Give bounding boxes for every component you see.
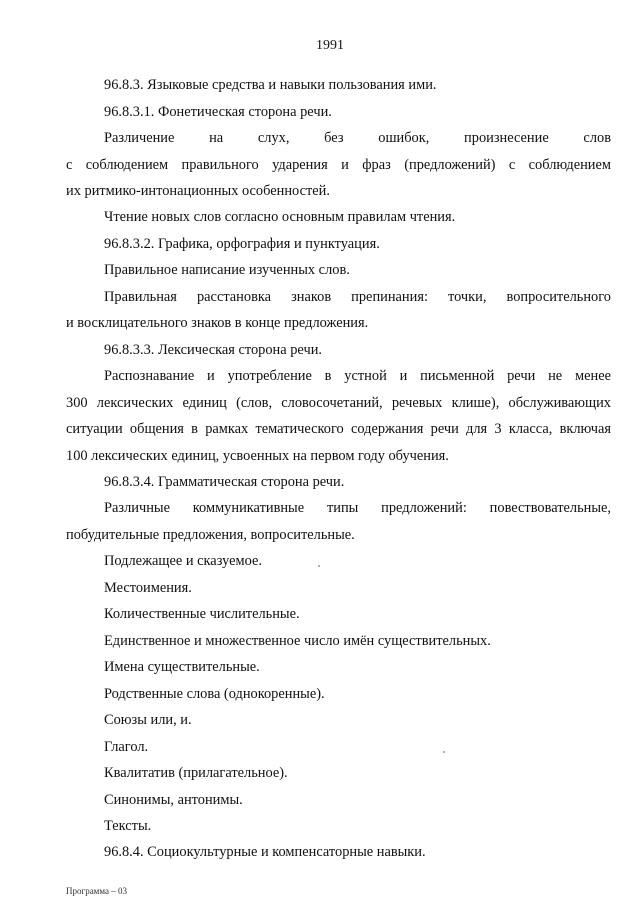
paragraph-line: Распознавание и употребление в устной и письменной речи не менее (104, 368, 611, 384)
subsection-heading-graphics: 96.8.3.2. Графика, орфография и пунктуация. (104, 236, 380, 252)
paragraph-line: 300 лексических единиц (слов, словосочетаний, речевых клише), обслуживающих (66, 395, 611, 411)
paragraph-line: Чтение новых слов согласно основным правилам чтения. (104, 209, 456, 225)
list-item: Тексты. (104, 818, 152, 834)
list-item: Количественные числительные. (104, 606, 300, 622)
page-footer: Программа – 03 (66, 886, 128, 896)
paragraph-line: и восклицательного знаков в конце предложения. (66, 315, 369, 331)
paragraph-line: ситуации общения в рамках тематического содержания речи для 3 класса, включая (66, 421, 611, 437)
paragraph-line: Правильная расстановка знаков препинания: точки, вопросительного (104, 289, 611, 305)
section-heading-96-8-3: 96.8.3. Языковые средства и навыки пользования ими. (104, 77, 437, 93)
paragraph-line: Различные коммуникативные типы предложений: повествовательные, (104, 500, 611, 516)
paragraph-line: побудительные предложения, вопросительные. (66, 527, 355, 543)
subsection-heading-grammar: 96.8.3.4. Грамматическая сторона речи. (104, 474, 345, 490)
list-item: Родственные слова (однокоренные). (104, 686, 325, 702)
subsection-heading-phonetics: 96.8.3.1. Фонетическая сторона речи. (104, 104, 332, 120)
list-item: Единственное и множественное число имён существительных. (104, 633, 491, 649)
list-item: Имена существительные. (104, 659, 260, 675)
list-item: Синонимы, антонимы. (104, 792, 243, 808)
list-item: Местоимения. (104, 580, 192, 596)
page-number: 1991 (316, 38, 344, 53)
subsection-heading-lexical: 96.8.3.3. Лексическая сторона речи. (104, 342, 323, 358)
paragraph-line: Правильное написание изученных слов. (104, 262, 350, 278)
list-item: Квалитатив (прилагательное). (104, 765, 288, 781)
paragraph-line: их ритмико-интонационных особенностей. (66, 183, 330, 199)
list-item: Подлежащее и сказуемое. (104, 553, 262, 569)
paragraph-line: с соблюдением правильного ударения и фраз (предложений) с соблюдением (66, 157, 611, 173)
section-heading-96-8-4: 96.8.4. Социокультурные и компенсаторные навыки. (104, 844, 426, 860)
paragraph-line: Различение на слух, без ошибок, произнесение слов (104, 130, 611, 146)
scan-speck (443, 751, 445, 753)
scan-speck (318, 565, 320, 567)
paragraph-line: 100 лексических единиц, усвоенных на первом году обучения. (66, 448, 449, 464)
list-item: Глагол. (104, 739, 149, 755)
list-item: Союзы или, и. (104, 712, 192, 728)
